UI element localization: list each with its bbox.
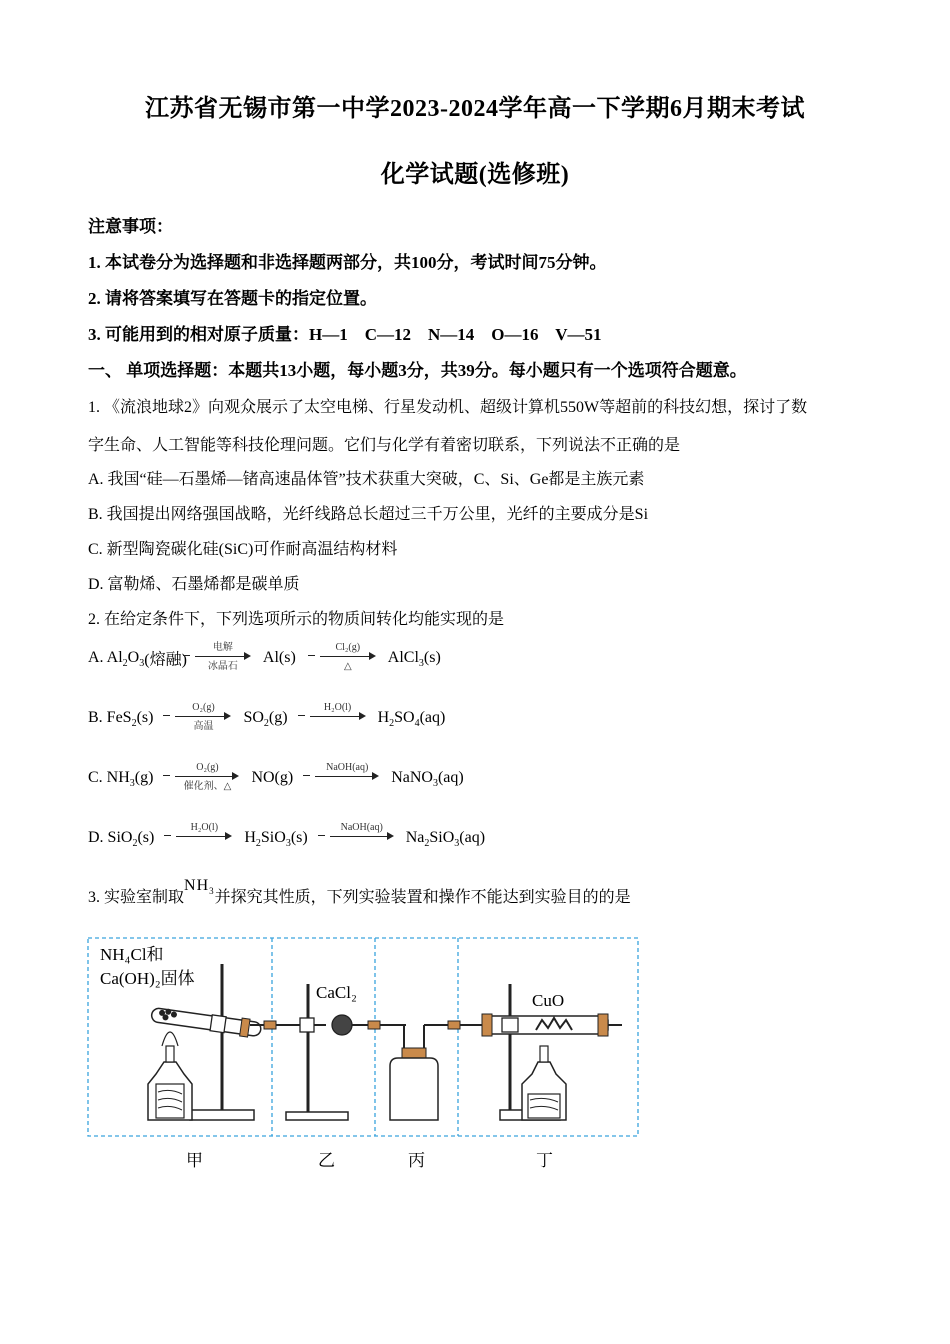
q1-option-d: D. 富勒烯、石墨烯都是碳单质 bbox=[88, 576, 300, 593]
reaction-arrow: Cl₂(g) △ bbox=[320, 642, 376, 674]
apparatus-bing bbox=[390, 1021, 496, 1120]
reaction-arrow: 电解 冰晶石 bbox=[195, 642, 251, 674]
q2-option-a: A. $Al_2O_3$(熔融) 电解 冰晶石 Al(s) Cl₂(g) △ AlCl$_3$(s) bbox=[88, 642, 441, 672]
q2-option-d: D. SiO$_2$(s) H₂O(l) $H_2SiO_3(s)$ NaOH(aq) $Na_2SiO_3(aq)$ bbox=[88, 822, 485, 862]
q1-stem-line2: 字生命、人工智能等科技伦理问题。它们与化学有着密切联系，下列说法不正确的是 bbox=[88, 437, 681, 454]
section-heading: 一、 单项选择题：本题共13小题，每小题3分，共39分。每小题只有一个选项符合题意。 bbox=[88, 361, 747, 380]
q2-option-c: C. $NH_3(g)$ O₂(g) 催化剂、△ NO(g) NaOH(aq) NaNO$_3$(aq) bbox=[88, 762, 464, 792]
q1-stem-line1: 1. 《流浪地球2》向观众展示了太空电梯、行星发动机、超级计算机550W等超前的科技幻想，探讨了数 bbox=[88, 399, 808, 416]
nh3-formula: $NH_3$ bbox=[184, 877, 215, 897]
reaction-arrow: H₂O(l) bbox=[310, 702, 366, 734]
q1-option-a: A. 我国“硅—石墨烯—锗高速晶体管”技术获重大突破，C、Si、Ge都是主族元素 bbox=[88, 471, 645, 488]
exam-subtitle: 化学试题(选修班) bbox=[380, 162, 570, 188]
notice-item-1: 1. 本试卷分为选择题和非选择题两部分，共100分，考试时间75分钟。 bbox=[88, 253, 607, 272]
q2-option-b: B. FeS$_2$(s) O₂(g) 高温 $SO_2(g)$ H₂O(l) $H_2SO_4(aq)$ bbox=[88, 702, 446, 732]
reagent-label-2: Ca(OH)₂固体 bbox=[100, 969, 195, 988]
reaction-arrow: O₂(g) 高温 bbox=[175, 702, 231, 734]
reaction-arrow: H₂O(l) bbox=[176, 822, 232, 854]
figure-label-yi: 乙 bbox=[318, 1151, 335, 1170]
q1-option-c: C. 新型陶瓷碳化硅(SiC)可作耐高温结构材料 bbox=[88, 541, 398, 558]
exam-title: 江苏省无锡市第一中学2023-2024学年高一下学期6月期末考试 bbox=[145, 96, 805, 122]
q1-option-b: B. 我国提出网络强国战略，光纤线路总长超过三千万公里，光纤的主要成分是Si bbox=[88, 506, 649, 523]
notice-heading: 注意事项： bbox=[88, 217, 173, 236]
q3-stem: 3. 实验室制取$NH_3$并探究其性质，下列实验装置和操作不能达到实验目的的是 bbox=[88, 877, 631, 906]
q2-stem: 2. 在给定条件下，下列选项所示的物质间转化均能实现的是 bbox=[88, 611, 505, 628]
reaction-arrow: NaOH(aq) bbox=[315, 762, 379, 794]
figure-label-bing: 丙 bbox=[408, 1151, 425, 1170]
cuo-label: CuO bbox=[532, 991, 565, 1010]
apparatus-yi bbox=[286, 984, 406, 1120]
figure-label-ding: 丁 bbox=[536, 1151, 553, 1170]
figure-label-jia: 甲 bbox=[186, 1151, 203, 1170]
apparatus-figure bbox=[86, 934, 642, 1174]
reaction-arrow: O₂(g) 催化剂、△ bbox=[175, 762, 239, 794]
reaction-arrow: NaOH(aq) bbox=[330, 822, 394, 854]
notice-item-3: 3. 可能用到的相对原子质量：H—1 C—12 N—14 O—16 V—51 bbox=[88, 325, 602, 344]
cacl2-label: CaCl₂ bbox=[316, 983, 357, 1002]
notice-item-2: 2. 请将答案填写在答题卡的指定位置。 bbox=[88, 289, 377, 308]
reagent-label-1: NH₄Cl和 bbox=[100, 945, 164, 964]
